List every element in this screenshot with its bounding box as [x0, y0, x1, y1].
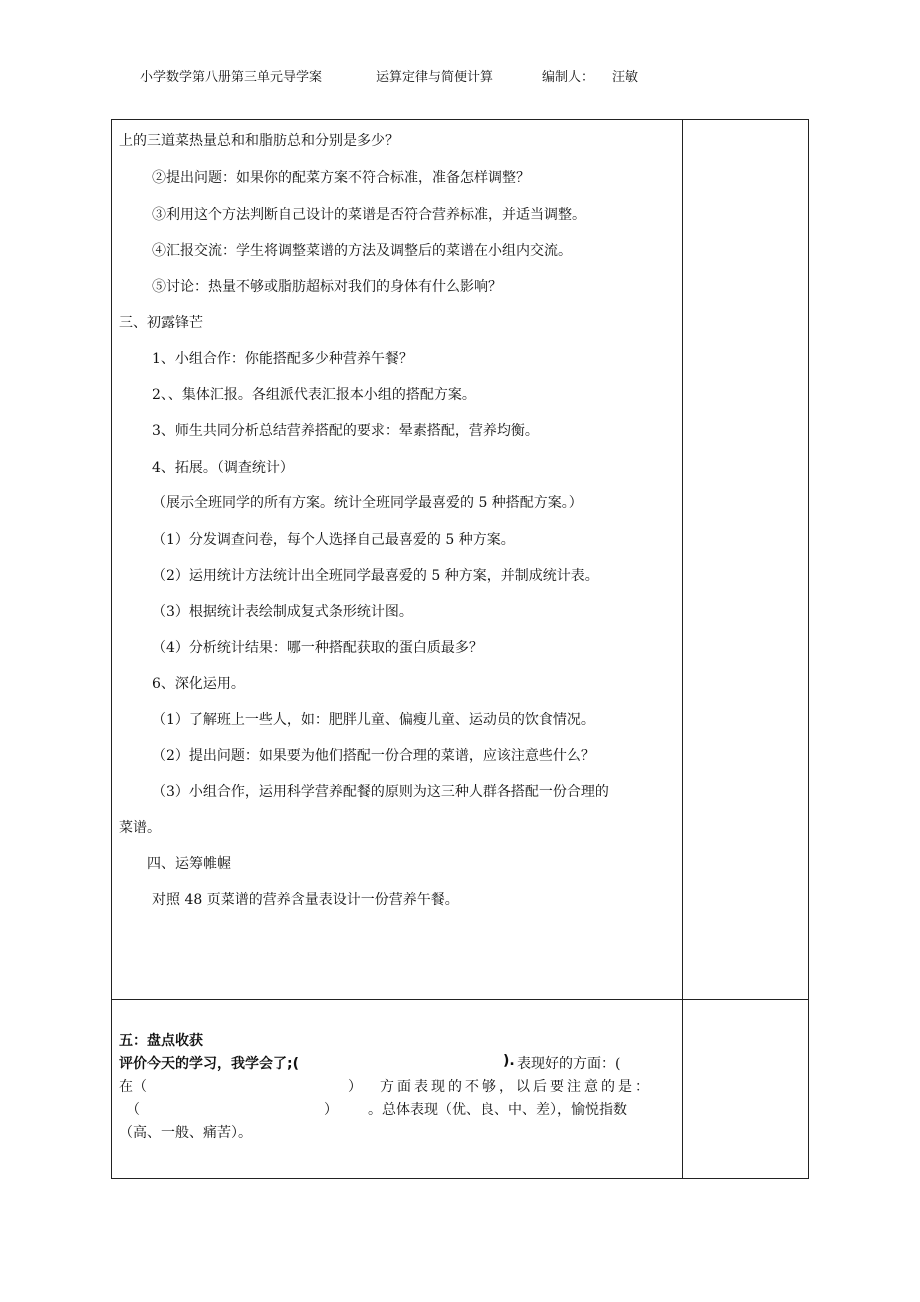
summary-line3-close: ） [324, 1102, 338, 1118]
content-line: 上的三道菜热量总和和脂肪总和分别是多少？ [119, 133, 399, 149]
content-line: （1）分发调查问卷，每个人选择自己最喜爱的 5 种方案。 [152, 532, 515, 548]
lesson-table [111, 119, 809, 1179]
content-line: （4）分析统计结果：哪一种搭配获取的蛋白质最多？ [152, 640, 483, 656]
content-line: 菜谱。 [119, 820, 161, 836]
header-author-label: 编制人： [542, 70, 595, 85]
summary-title: 五：盘点收获 [119, 1033, 203, 1049]
summary-line2-open: 在（ [119, 1079, 147, 1095]
content-line: ⑤讨论：热量不够或脂肪超标对我们的身体有什么影响？ [152, 279, 502, 295]
content-line: （展示全班同学的所有方案。统计全班同学最喜爱的 5 种搭配方案。） [152, 495, 583, 511]
content-line: ④汇报交流：学生将调整菜谱的方法及调整后的菜谱在小组内交流。 [152, 243, 572, 259]
content-line: 6、深化运用。 [152, 676, 245, 692]
summary-cell [112, 1000, 682, 1180]
content-line: ③利用这个方法判断自己设计的菜谱是否符合营养标准，并适当调整。 [152, 207, 586, 223]
summary-line3-open: （ [126, 1102, 140, 1118]
content-line: （2）提出问题：如果要为他们搭配一份合理的菜谱，应该注意些什么？ [152, 748, 595, 764]
summary-line1-close: ). [503, 1053, 515, 1069]
summary-line1-bold: 评价今天的学习，我学会了;( [119, 1056, 299, 1072]
summary-line2-close: ） [348, 1079, 362, 1095]
header-topic: 运算定律与简便计算 [376, 70, 494, 85]
summary-line2-rest: 方面表现的不够，以后要注意的是： [380, 1079, 652, 1095]
section-heading: 三、初露锋芒 [119, 315, 203, 331]
header-author: 汪敏 [612, 70, 639, 85]
content-line: 2、、集体汇报。各组派代表汇报本小组的搭配方案。 [152, 387, 476, 403]
content-line: （1）了解班上一些人，如：肥胖儿童、偏瘦儿童、运动员的饮食情况。 [152, 712, 595, 728]
content-line: （3）根据统计表绘制成复式条形统计图。 [152, 604, 413, 620]
content-line: （3）小组合作，运用科学营养配餐的原则为这三种人群各搭配一份合理的 [152, 784, 609, 800]
lesson-content-cell [112, 120, 682, 999]
column-divider [682, 120, 683, 1178]
content-line: ②提出问题：如果你的配菜方案不符合标准，准备怎样调整？ [152, 170, 530, 186]
summary-line-1 [119, 1053, 299, 1073]
content-line: 1、小组合作：你能搭配多少种营养午餐？ [152, 351, 413, 367]
section-heading: 四、运筹帷幄 [147, 856, 231, 872]
summary-line3-rest: 。总体表现（优、良、中、差），愉悦指数 [368, 1102, 627, 1118]
header-course: 小学数学第八册第三单元导学案 [140, 70, 323, 85]
content-line: 3、师生共同分析总结营养搭配的要求：晕素搭配，营养均衡。 [152, 423, 539, 439]
content-line: （2）运用统计方法统计出全班同学最喜爱的 5 种方案，并制成统计表。 [152, 568, 599, 584]
summary-line1-rest: 表现好的方面：( [517, 1056, 621, 1072]
summary-line-4: （高、一般、痛苦）。 [119, 1125, 252, 1141]
content-line: 对照 48 页菜谱的营养含量表设计一份营养午餐。 [152, 892, 459, 908]
content-line: 4、拓展。（调查统计） [152, 460, 294, 476]
